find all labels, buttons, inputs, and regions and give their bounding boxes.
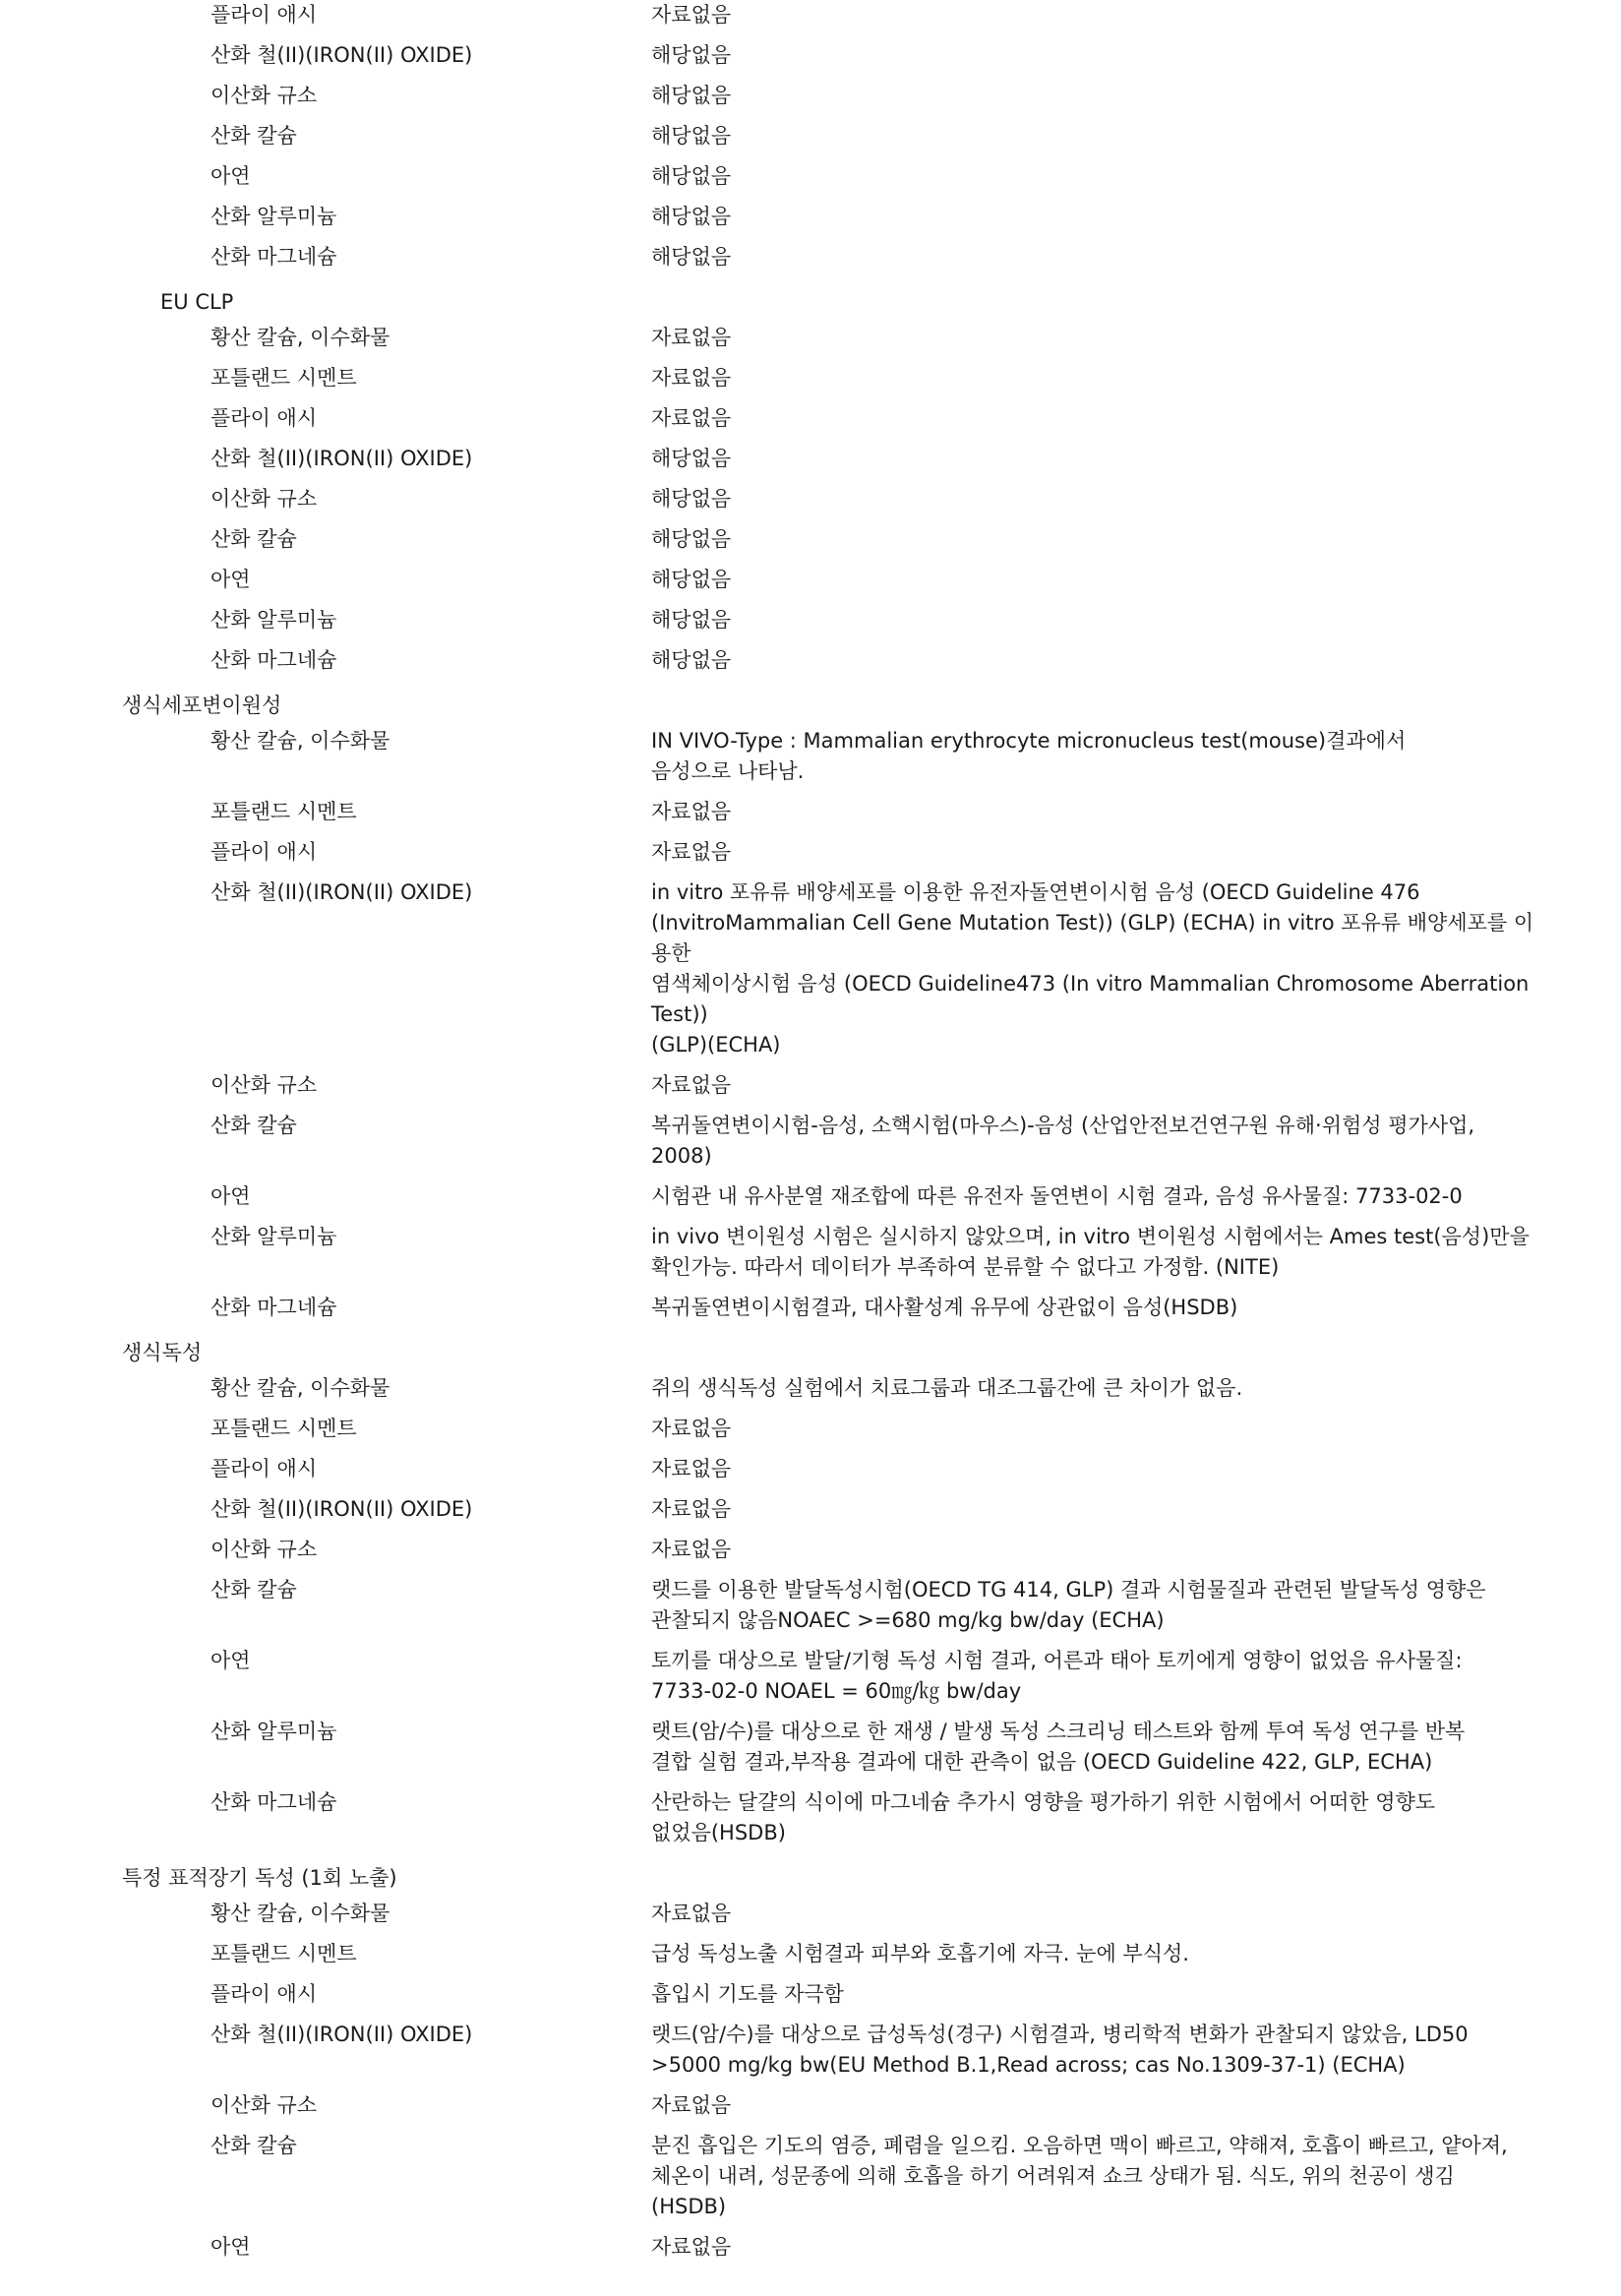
list-item (0, 1899, 1621, 1939)
item-label: 아연 (210, 1649, 251, 1672)
list-item (0, 0, 1621, 40)
item-value: 해당없음 (651, 527, 732, 551)
item-label: 포틀랜드 시멘트 (210, 800, 357, 823)
item-value: 해당없음 (651, 487, 732, 511)
item-value: 해당없음 (651, 447, 732, 470)
item-label: 플라이 애시 (210, 840, 318, 864)
item-label: 이산화 규소 (210, 487, 318, 511)
list-item (0, 1111, 1621, 1181)
list-item (0, 1717, 1621, 1787)
list-item (0, 40, 1621, 81)
item-label: 이산화 규소 (210, 1538, 318, 1561)
item-value: 해당없음 (651, 608, 732, 632)
list-item (0, 1646, 1621, 1717)
item-label: 황산 칼슘, 이수화물 (210, 1902, 390, 1925)
list-item (0, 1494, 1621, 1535)
item-value: 해당없음 (651, 164, 732, 188)
item-value: 랫트(암/수)를 대상으로 한 재생 / 발생 독성 스크리닝 테스트와 함께 투여 독성 연구를 반복 결합 실험 결과,부작용 결과에 대한 관측이 없음 (OECD Guideline 422, GLP, ECHA) (651, 1720, 1466, 1774)
item-value: 급성 독성노출 시험결과 피부와 호흡기에 자극. 눈에 부식성. (651, 1942, 1189, 1965)
list-item (0, 1070, 1621, 1111)
item-value: 복귀돌연변이시험결과, 대사활성계 유무에 상관없이 음성(HSDB) (651, 1296, 1238, 1319)
item-value: 자료없음 (651, 2093, 732, 2117)
list-item (0, 2131, 1621, 2232)
item-value: 해당없음 (651, 43, 732, 67)
list-item (0, 1454, 1621, 1494)
item-label: 아연 (210, 2235, 251, 2259)
item-value: in vitro 포유류 배양세포를 이용한 유전자돌연변이시험 음성 (OECD Guideline 476 (InvitroMammalian Cell Gene Mutation Test)) (GLP) (ECHA) in vitro 포유류 배양세포를 이용한 염색체이상시험 음성 (OECD Guideline473 (In vitro Mammalian Chromosome Aberration Test)) (GLP)(ECHA) (651, 880, 1534, 1057)
item-value: 분진 흡입은 기도의 염증, 폐렴을 일으킴. 오음하면 맥이 빠르고, 약해져, 호흡이 빠르고, 얕아져, 체온이 내려, 성문종에 의해 호흡을 하기 어려워져 쇼크 상태가 됨. 식도, 위의 천공이 생김 (HSDB) (651, 2134, 1508, 2218)
item-label: 황산 칼슘, 이수화물 (210, 729, 390, 753)
list-item (0, 161, 1621, 202)
list-item (0, 121, 1621, 161)
item-value: 흡입시 기도를 자극함 (651, 1982, 844, 2006)
item-label: 플라이 애시 (210, 1457, 318, 1480)
item-label: 포틀랜드 시멘트 (210, 366, 357, 390)
item-value: 랫드를 이용한 발달독성시험(OECD TG 414, GLP) 결과 시험물질과 관련된 발달독성 영향은 관찰되지 않음NOAEC >=680 mg/kg bw/day (ECHA) (651, 1578, 1486, 1632)
list-item (0, 202, 1621, 242)
item-value: 해당없음 (651, 648, 732, 672)
list-item (0, 877, 1621, 1070)
item-label: 아연 (210, 164, 251, 188)
section-heading: 생식독성 (122, 1341, 203, 1364)
list-item (0, 1222, 1621, 1293)
item-value: 자료없음 (651, 366, 732, 390)
item-label: 산화 칼슘 (210, 1578, 297, 1601)
list-item (0, 524, 1621, 565)
item-value: 쥐의 생식독성 실험에서 치료그룹과 대조그룹간에 큰 차이가 없음. (651, 1376, 1243, 1400)
item-label: 황산 칼슘, 이수화물 (210, 1376, 390, 1400)
item-label: 이산화 규소 (210, 84, 318, 107)
item-value: 산란하는 달걀의 식이에 마그네슘 추가시 영향을 평가하기 위한 시험에서 어떠한 영향도 없었음(HSDB) (651, 1790, 1436, 1844)
list-item (0, 1939, 1621, 1979)
item-label: 산화 칼슘 (210, 1114, 297, 1137)
list-item (0, 645, 1621, 686)
item-label: 산화 칼슘 (210, 2134, 297, 2157)
item-value: 해당없음 (651, 84, 732, 107)
item-label: 산화 알루미늄 (210, 1720, 337, 1743)
list-item (0, 403, 1621, 444)
list-item (0, 1293, 1621, 1333)
item-label: 포틀랜드 시멘트 (210, 1417, 357, 1440)
item-value: 복귀돌연변이시험-음성, 소핵시험(마우스)-음성 (산업안전보건연구원 유해·위험성 평가사업, 2008) (651, 1114, 1475, 1168)
item-label: 이산화 규소 (210, 1073, 318, 1097)
list-item (0, 726, 1621, 797)
list-item (0, 605, 1621, 645)
list-item (0, 1535, 1621, 1575)
item-label: 산화 알루미늄 (210, 205, 337, 228)
section-heading: 생식세포변이원성 (122, 694, 282, 717)
list-item (0, 2232, 1621, 2272)
item-label: 산화 철(II)(IRON(II) OXIDE) (210, 2023, 473, 2046)
item-value: 해당없음 (651, 568, 732, 591)
list-item (0, 797, 1621, 837)
item-value: 자료없음 (651, 1417, 732, 1440)
item-label: 산화 알루미늄 (210, 608, 337, 632)
item-label: 아연 (210, 1184, 251, 1208)
item-value: 자료없음 (651, 1497, 732, 1521)
item-label: 산화 마그네슘 (210, 1790, 337, 1814)
item-label: 황산 칼슘, 이수화물 (210, 326, 390, 349)
item-label: 산화 알루미늄 (210, 1225, 337, 1248)
item-value: IN VIVO-Type : Mammalian erythrocyte micronucleus test(mouse)결과에서 음성으로 나타남. (651, 729, 1407, 783)
item-value: 시험관 내 유사분열 재조합에 따른 유전자 돌연변이 시험 결과, 음성 유사물질: 7733-02-0 (651, 1184, 1463, 1208)
item-value: 자료없음 (651, 326, 732, 349)
item-value: 해당없음 (651, 205, 732, 228)
item-value: 자료없음 (651, 1902, 732, 1925)
item-label: 산화 철(II)(IRON(II) OXIDE) (210, 880, 473, 904)
list-item (0, 484, 1621, 524)
item-label: 산화 철(II)(IRON(II) OXIDE) (210, 1497, 473, 1521)
item-value: 해당없음 (651, 124, 732, 148)
item-label: 산화 마그네슘 (210, 648, 337, 672)
item-value: 자료없음 (651, 1538, 732, 1561)
list-item (0, 1373, 1621, 1414)
item-label: 산화 칼슘 (210, 124, 297, 148)
item-value: 해당없음 (651, 245, 732, 269)
list-item (0, 2090, 1621, 2131)
item-value: 자료없음 (651, 1457, 732, 1480)
list-item (0, 1979, 1621, 2020)
item-value: 자료없음 (651, 1073, 732, 1097)
item-value: 자료없음 (651, 2235, 732, 2259)
item-label: 산화 마그네슘 (210, 1296, 337, 1319)
list-item (0, 1787, 1621, 1858)
item-label: 이산화 규소 (210, 2093, 318, 2117)
item-value: 자료없음 (651, 800, 732, 823)
item-label: 플라이 애시 (210, 406, 318, 430)
list-item (0, 81, 1621, 121)
list-item (0, 2020, 1621, 2090)
item-value: 자료없음 (651, 840, 732, 864)
item-value: 랫드(암/수)를 대상으로 급성독성(경구) 시험결과, 병리학적 변화가 관찰되지 않았음, LD50 >5000 mg/kg bw(EU Method B.1,Read across; cas No.1309-37-1) (ECHA) (651, 2023, 1469, 2077)
item-label: 산화 철(II)(IRON(II) OXIDE) (210, 447, 473, 470)
item-label: 산화 칼슘 (210, 527, 297, 551)
item-value: 자료없음 (651, 3, 732, 27)
list-item (0, 837, 1621, 877)
list-item (0, 242, 1621, 282)
list-item (0, 323, 1621, 363)
item-label: 아연 (210, 568, 251, 591)
item-value: 토끼를 대상으로 발달/기형 독성 시험 결과, 어른과 태아 토끼에게 영향이 없었음 유사물질: 7733-02-0 NOAEL = 60㎎/㎏ bw/day (651, 1649, 1463, 1703)
item-label: 플라이 애시 (210, 3, 318, 27)
item-value: 자료없음 (651, 406, 732, 430)
list-item (0, 1181, 1621, 1222)
item-label: 플라이 애시 (210, 1982, 318, 2006)
item-value: in vivo 변이원성 시험은 실시하지 않았으며, in vitro 변이원성 시험에서는 Ames test(음성)만을 확인가능. 따라서 데이터가 부족하여 분류할 수 없다고 가정함. (NITE) (651, 1225, 1530, 1279)
list-item (0, 1575, 1621, 1646)
item-label: 산화 마그네슘 (210, 245, 337, 269)
list-item (0, 1414, 1621, 1454)
section-heading: 특정 표적장기 독성 (1회 노출) (122, 1866, 397, 1890)
list-item (0, 363, 1621, 403)
subsection-heading: EU CLP (160, 290, 234, 314)
item-label: 포틀랜드 시멘트 (210, 1942, 357, 1965)
list-item (0, 444, 1621, 484)
list-item (0, 565, 1621, 605)
item-label: 산화 철(II)(IRON(II) OXIDE) (210, 43, 473, 67)
